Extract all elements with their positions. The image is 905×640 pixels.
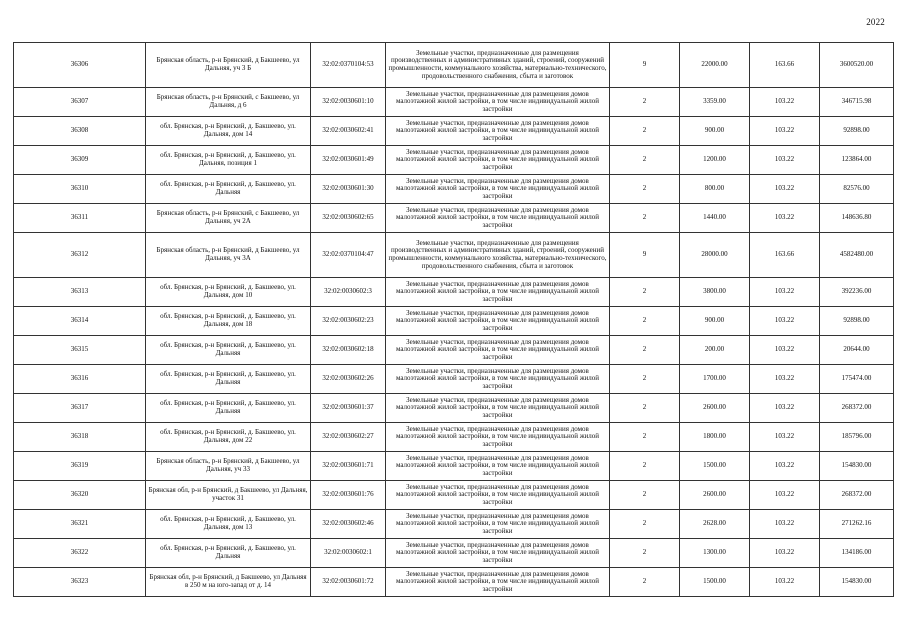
- cell-area: 2600.00: [680, 394, 750, 423]
- cell-row-number: 36319: [14, 452, 146, 481]
- table-row: [14, 278, 894, 307]
- cell-specific-value: 163.66: [750, 233, 820, 278]
- cell-area: 200.00: [680, 336, 750, 365]
- cell-area: 1440.00: [680, 204, 750, 233]
- table-row: [14, 43, 894, 88]
- cell-specific-value: 103.22: [750, 539, 820, 568]
- cell-land-purpose: Земельные участки, предназначенные для размещения домов малоэтажной жилой застройки, в том числе индивидуальной жилой застройки: [386, 452, 610, 481]
- cell-cadastral-value: 271262.16: [820, 510, 894, 539]
- cell-land-purpose: Земельные участки, предназначенные для размещения домов малоэтажной жилой застройки, в том числе индивидуальной жилой застройки: [386, 568, 610, 597]
- table-row: [14, 452, 894, 481]
- cell-area: 3800.00: [680, 278, 750, 307]
- cell-cadastral-value: 392236.00: [820, 278, 894, 307]
- cell-area: 3359.00: [680, 88, 750, 117]
- cell-cadastral-number: 32:02:0030601:30: [311, 175, 386, 204]
- table-row: [14, 394, 894, 423]
- cell-address: обл. Брянская, р-н Брянский, д. Бакшеево, ул. Дальняя: [146, 365, 311, 394]
- cell-group-number: 2: [610, 568, 680, 597]
- cell-cadastral-value: 92898.00: [820, 307, 894, 336]
- table-row: [14, 539, 894, 568]
- cell-address: обл. Брянская, р-н Брянский, д. Бакшеево, ул. Дальняя, дом 14: [146, 117, 311, 146]
- cell-group-number: 2: [610, 204, 680, 233]
- cell-cadastral-value: 185796.00: [820, 423, 894, 452]
- cell-row-number: 36321: [14, 510, 146, 539]
- cell-specific-value: 103.22: [750, 278, 820, 307]
- cell-address: обл. Брянская, р-н Брянский, д. Бакшеево, ул. Дальняя, дом 10: [146, 278, 311, 307]
- cell-cadastral-value: 268372.00: [820, 481, 894, 510]
- page-number: 2022: [866, 17, 885, 27]
- table-row: [14, 175, 894, 204]
- cell-group-number: 2: [610, 423, 680, 452]
- cell-cadastral-value: 148636.80: [820, 204, 894, 233]
- cell-group-number: 9: [610, 233, 680, 278]
- cell-address: Брянская обл, р-н Брянский, д Бакшеево, ул Дальняя, участок 31: [146, 481, 311, 510]
- cell-area: 2628.00: [680, 510, 750, 539]
- table-row: [14, 307, 894, 336]
- cell-area: 1500.00: [680, 452, 750, 481]
- cell-group-number: 2: [610, 117, 680, 146]
- cell-address: обл. Брянская, р-н Брянский, д. Бакшеево, ул. Дальняя, дом 18: [146, 307, 311, 336]
- cell-land-purpose: Земельные участки, предназначенные для размещения домов малоэтажной жилой застройки, в том числе индивидуальной жилой застройки: [386, 146, 610, 175]
- cell-land-purpose: Земельные участки, предназначенные для размещения домов малоэтажной жилой застройки, в том числе индивидуальной жилой застройки: [386, 278, 610, 307]
- cell-address: Брянская область, р-н Брянский, с Бакшеево, ул Дальняя, д 6: [146, 88, 311, 117]
- cell-specific-value: 103.22: [750, 423, 820, 452]
- cell-area: 900.00: [680, 307, 750, 336]
- cell-row-number: 36318: [14, 423, 146, 452]
- cell-cadastral-number: 32:02:0370104:53: [311, 43, 386, 88]
- cell-land-purpose: Земельные участки, предназначенные для размещения домов малоэтажной жилой застройки, в том числе индивидуальной жилой застройки: [386, 307, 610, 336]
- cell-row-number: 36313: [14, 278, 146, 307]
- cell-specific-value: 103.22: [750, 394, 820, 423]
- cell-land-purpose: Земельные участки, предназначенные для размещения домов малоэтажной жилой застройки, в том числе индивидуальной жилой застройки: [386, 394, 610, 423]
- table-row: [14, 568, 894, 597]
- table-row: [14, 88, 894, 117]
- cell-cadastral-value: 123864.00: [820, 146, 894, 175]
- cell-row-number: 36307: [14, 88, 146, 117]
- cell-cadastral-value: 154830.00: [820, 452, 894, 481]
- cell-group-number: 2: [610, 146, 680, 175]
- cell-cadastral-number: 32:02:0030602:26: [311, 365, 386, 394]
- cell-land-purpose: Земельные участки, предназначенные для размещения домов малоэтажной жилой застройки, в том числе индивидуальной жилой застройки: [386, 423, 610, 452]
- cell-address: Брянская область, р-н Брянский, с Бакшеево, ул Дальняя, уч 2А: [146, 204, 311, 233]
- cell-group-number: 2: [610, 481, 680, 510]
- cell-group-number: 2: [610, 452, 680, 481]
- cell-land-purpose: Земельные участки, предназначенные для размещения домов малоэтажной жилой застройки, в том числе индивидуальной жилой застройки: [386, 336, 610, 365]
- cell-row-number: 36315: [14, 336, 146, 365]
- cell-cadastral-number: 32:02:0030601:72: [311, 568, 386, 597]
- cell-land-purpose: Земельные участки, предназначенные для размещения домов малоэтажной жилой застройки, в том числе индивидуальной жилой застройки: [386, 204, 610, 233]
- cell-cadastral-number: 32:02:0030601:71: [311, 452, 386, 481]
- cell-address: Брянская область, р-н Брянский, д Бакшеево, ул Дальняя, уч 33: [146, 452, 311, 481]
- cell-cadastral-value: 20644.00: [820, 336, 894, 365]
- cell-specific-value: 103.22: [750, 365, 820, 394]
- land-registry-table: [13, 42, 894, 597]
- cell-land-purpose: Земельные участки, предназначенные для размещения домов малоэтажной жилой застройки, в том числе индивидуальной жилой застройки: [386, 481, 610, 510]
- table-row: [14, 365, 894, 394]
- cell-area: 1300.00: [680, 539, 750, 568]
- cell-address: обл. Брянская, р-н Брянский, д. Бакшеево, ул. Дальняя: [146, 394, 311, 423]
- cell-cadastral-value: 4582480.00: [820, 233, 894, 278]
- cell-cadastral-number: 32:02:0030602:41: [311, 117, 386, 146]
- table-row: [14, 423, 894, 452]
- cell-specific-value: 103.22: [750, 481, 820, 510]
- cell-row-number: 36309: [14, 146, 146, 175]
- cell-area: 22000.00: [680, 43, 750, 88]
- cell-cadastral-number: 32:02:0030602:27: [311, 423, 386, 452]
- cell-row-number: 36316: [14, 365, 146, 394]
- cell-group-number: 2: [610, 394, 680, 423]
- cell-row-number: 36317: [14, 394, 146, 423]
- cell-row-number: 36311: [14, 204, 146, 233]
- cell-cadastral-number: 32:02:0030602:23: [311, 307, 386, 336]
- cell-cadastral-value: 268372.00: [820, 394, 894, 423]
- cell-specific-value: 163.66: [750, 43, 820, 88]
- cell-cadastral-number: 32:02:0030602:65: [311, 204, 386, 233]
- cell-specific-value: 103.22: [750, 146, 820, 175]
- cell-cadastral-number: 32:02:0030601:37: [311, 394, 386, 423]
- cell-cadastral-value: 92898.00: [820, 117, 894, 146]
- table-row: [14, 146, 894, 175]
- table-row: [14, 510, 894, 539]
- table-row: [14, 233, 894, 278]
- table-row: [14, 204, 894, 233]
- cell-area: 2600.00: [680, 481, 750, 510]
- cell-cadastral-number: 32:02:0030601:49: [311, 146, 386, 175]
- cell-row-number: 36323: [14, 568, 146, 597]
- cell-cadastral-value: 175474.00: [820, 365, 894, 394]
- cell-land-purpose: Земельные участки, предназначенные для размещения домов малоэтажной жилой застройки, в том числе индивидуальной жилой застройки: [386, 117, 610, 146]
- cell-area: 1200.00: [680, 146, 750, 175]
- cell-group-number: 2: [610, 365, 680, 394]
- cell-address: Брянская обл, р-н Брянский, д Бакшеево, ул Дальняя в 250 м на юго-запад от д. 14: [146, 568, 311, 597]
- cell-cadastral-number: 32:02:0030602:46: [311, 510, 386, 539]
- cell-cadastral-number: 32:02:0030602:3: [311, 278, 386, 307]
- cell-address: обл. Брянская, р-н Брянский, д. Бакшеево, ул. Дальняя: [146, 539, 311, 568]
- cell-cadastral-value: 346715.98: [820, 88, 894, 117]
- cell-specific-value: 103.22: [750, 88, 820, 117]
- cell-specific-value: 103.22: [750, 510, 820, 539]
- table-row: [14, 117, 894, 146]
- cell-cadastral-number: 32:02:0030602:18: [311, 336, 386, 365]
- cell-address: обл. Брянская, р-н Брянский, д. Бакшеево, ул. Дальняя: [146, 336, 311, 365]
- cell-row-number: 36312: [14, 233, 146, 278]
- cell-area: 800.00: [680, 175, 750, 204]
- cell-address: обл. Брянская, р-н Брянский, д. Бакшеево, ул. Дальняя: [146, 175, 311, 204]
- cell-land-purpose: Земельные участки, предназначенные для размещения домов малоэтажной жилой застройки, в том числе индивидуальной жилой застройки: [386, 88, 610, 117]
- table-row: [14, 336, 894, 365]
- cell-specific-value: 103.22: [750, 452, 820, 481]
- cell-address: обл. Брянская, р-н Брянский, д. Бакшеево, ул. Дальняя, дом 13: [146, 510, 311, 539]
- cell-specific-value: 103.22: [750, 204, 820, 233]
- cell-cadastral-value: 154830.00: [820, 568, 894, 597]
- cell-address: Брянская область, р-н Брянский, д Бакшеево, ул Дальняя, уч 3А: [146, 233, 311, 278]
- table-row: [14, 481, 894, 510]
- cell-land-purpose: Земельные участки, предназначенные для размещения домов малоэтажной жилой застройки, в том числе индивидуальной жилой застройки: [386, 510, 610, 539]
- cell-cadastral-value: 3600520.00: [820, 43, 894, 88]
- cell-land-purpose: Земельные участки, предназначенные для размещения домов малоэтажной жилой застройки, в том числе индивидуальной жилой застройки: [386, 365, 610, 394]
- cell-specific-value: 103.22: [750, 568, 820, 597]
- cell-land-purpose: Земельные участки, предназначенные для размещения производственных и административных зданий, строений, сооружений промышленности, коммунального хозяйства, материально-технического, продовольственного снабжения, сбыта и заготовок: [386, 233, 610, 278]
- cell-row-number: 36306: [14, 43, 146, 88]
- cell-row-number: 36322: [14, 539, 146, 568]
- cell-area: 1800.00: [680, 423, 750, 452]
- cell-specific-value: 103.22: [750, 336, 820, 365]
- cell-group-number: 2: [610, 88, 680, 117]
- cell-specific-value: 103.22: [750, 307, 820, 336]
- cell-cadastral-value: 82576.00: [820, 175, 894, 204]
- cell-address: Брянская область, р-н Брянский, д Бакшеево, ул Дальняя, уч 3 Б: [146, 43, 311, 88]
- cell-area: 28000.00: [680, 233, 750, 278]
- cell-land-purpose: Земельные участки, предназначенные для размещения домов малоэтажной жилой застройки, в том числе индивидуальной жилой застройки: [386, 539, 610, 568]
- cell-group-number: 2: [610, 175, 680, 204]
- cell-cadastral-number: 32:02:0030602:1: [311, 539, 386, 568]
- cell-row-number: 36308: [14, 117, 146, 146]
- cell-land-purpose: Земельные участки, предназначенные для размещения домов малоэтажной жилой застройки, в том числе индивидуальной жилой застройки: [386, 175, 610, 204]
- cell-area: 1500.00: [680, 568, 750, 597]
- cell-specific-value: 103.22: [750, 175, 820, 204]
- cell-row-number: 36320: [14, 481, 146, 510]
- cell-land-purpose: Земельные участки, предназначенные для размещения производственных и административных зданий, строений, сооружений промышленности, коммунального хозяйства, материально-технического, продовольственного снабжения, сбыта и заготовок: [386, 43, 610, 88]
- cell-group-number: 9: [610, 43, 680, 88]
- cell-group-number: 2: [610, 307, 680, 336]
- cell-address: обл. Брянская, р-н Брянский, д. Бакшеево, ул. Дальняя, позиция 1: [146, 146, 311, 175]
- cell-address: обл. Брянская, р-н Брянский, д. Бакшеево, ул. Дальняя, дом 22: [146, 423, 311, 452]
- cell-group-number: 2: [610, 336, 680, 365]
- cell-area: 900.00: [680, 117, 750, 146]
- cell-group-number: 2: [610, 539, 680, 568]
- cell-cadastral-number: 32:02:0030601:76: [311, 481, 386, 510]
- cell-row-number: 36310: [14, 175, 146, 204]
- cell-cadastral-number: 32:02:0370104:47: [311, 233, 386, 278]
- cell-cadastral-value: 134186.00: [820, 539, 894, 568]
- cell-area: 1700.00: [680, 365, 750, 394]
- cell-group-number: 2: [610, 278, 680, 307]
- cell-row-number: 36314: [14, 307, 146, 336]
- cell-cadastral-number: 32:02:0030601:10: [311, 88, 386, 117]
- cell-specific-value: 103.22: [750, 117, 820, 146]
- cell-group-number: 2: [610, 510, 680, 539]
